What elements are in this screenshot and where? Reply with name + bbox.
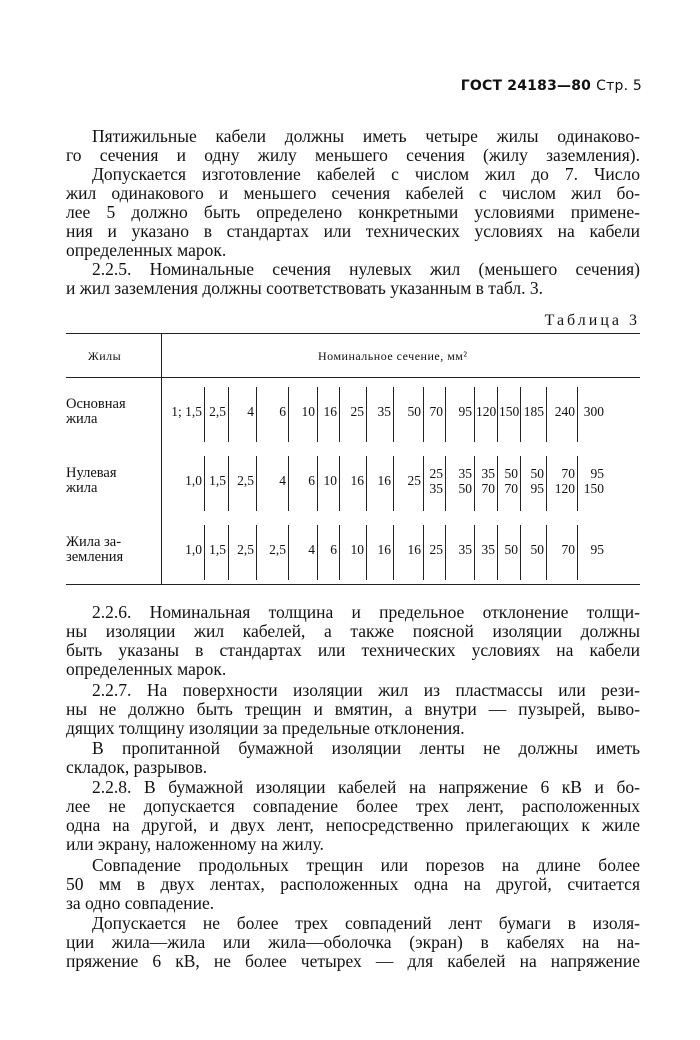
- cell-value: 50: [504, 466, 518, 481]
- row-label: [66, 397, 160, 427]
- cell-divider: [474, 387, 475, 442]
- cell-value: 16: [377, 542, 391, 557]
- cross-section-table: [66, 333, 640, 585]
- cell-value: 300: [583, 404, 604, 419]
- table-cell: [425, 466, 443, 496]
- table-cell: [447, 404, 472, 419]
- column-header-cross-section: Номинальное сечение, мм²: [318, 349, 468, 363]
- cell-value: 50: [504, 542, 518, 557]
- running-header: [461, 78, 642, 94]
- cell-value: 4: [279, 473, 286, 488]
- table-cell: [368, 473, 391, 488]
- cell-value: 6: [279, 404, 286, 419]
- text-line: Допускается не более трех совпадений лент бумаги в изоля-: [92, 913, 640, 933]
- cell-value: 50: [530, 466, 544, 481]
- row-label-line: Жила за-: [66, 534, 122, 550]
- cell-value: 185: [523, 404, 544, 419]
- cell-divider: [256, 525, 257, 580]
- cell-divider: [445, 456, 446, 511]
- table-cell: [579, 404, 604, 419]
- text-line: лее 5 должно быть определено конкретными условиями примене-: [66, 202, 640, 222]
- cell-divider: [317, 456, 318, 511]
- cell-divider: [577, 387, 578, 442]
- table-cell: [499, 542, 518, 557]
- cell-divider: [228, 525, 229, 580]
- table-cell: [206, 473, 226, 488]
- table-cell: [230, 542, 254, 557]
- column-header-cores: Жилы: [88, 349, 122, 363]
- cell-divider: [520, 456, 521, 511]
- cell-divider: [366, 525, 367, 580]
- table-cell: [319, 542, 337, 557]
- row-label-line: земления: [66, 549, 124, 565]
- table-cell: [341, 473, 364, 488]
- cell-divider: [423, 525, 424, 580]
- table-cell: [579, 542, 604, 557]
- cell-value: 1,5: [209, 542, 226, 557]
- text-line: жил одинакового и меньшего сечения кабелей с числом жил бо-: [66, 183, 640, 203]
- table-cell: [319, 404, 337, 419]
- cell-value: 35: [481, 542, 495, 557]
- table-cell: [499, 404, 518, 419]
- cell-divider: [256, 456, 257, 511]
- row-label-line: жила: [66, 480, 98, 496]
- cell-divider: [577, 525, 578, 580]
- cell-divider: [204, 387, 205, 442]
- table-cell: [522, 542, 544, 557]
- cell-value: 10: [301, 404, 315, 419]
- table-header-rule: [66, 377, 640, 378]
- cell-value: 25: [429, 466, 443, 481]
- cell-value: 25: [407, 473, 421, 488]
- paragraph-2-2-7: [66, 681, 640, 738]
- cell-value: 2,5: [269, 542, 286, 557]
- paragraph-five-core-cables: [66, 127, 640, 260]
- text-line: Совпадение продольных трещин или порезов на длине более: [92, 855, 640, 875]
- table-cell: [395, 404, 421, 419]
- cell-divider: [497, 525, 498, 580]
- row-label: [66, 466, 160, 496]
- text-line: В пропитанной бумажной изоляции ленты не должны иметь: [92, 738, 640, 758]
- table-cell: [476, 404, 495, 419]
- cell-divider: [288, 525, 289, 580]
- cell-value: 240: [554, 404, 575, 419]
- table-cell: [368, 542, 391, 557]
- cell-divider: [339, 525, 340, 580]
- text-line: и жил заземления должны соответствовать указанным в табл. 3.: [66, 278, 543, 298]
- cell-value: 95: [590, 466, 604, 481]
- table-cell: [548, 404, 575, 419]
- table-cell: [447, 466, 472, 496]
- text-line: 2.2.5. Номинальные сечения нулевых жил (меньшего сечения): [92, 259, 640, 279]
- cell-value: 2,5: [237, 542, 254, 557]
- cell-value: 16: [377, 473, 391, 488]
- table-cell: [164, 404, 202, 419]
- table-caption: Таблица 3: [544, 312, 640, 329]
- table-cell: [368, 404, 391, 419]
- cell-value: 95: [530, 481, 544, 496]
- table-cell: [164, 473, 202, 488]
- cell-value: 1,0: [185, 542, 202, 557]
- table-cell: [230, 404, 254, 419]
- text-line: ны изоляции жил кабелей, а также поясной изоляции должны: [66, 621, 640, 641]
- cell-value: 1,0: [185, 473, 202, 488]
- cell-value: 150: [499, 404, 520, 419]
- cell-divider: [520, 525, 521, 580]
- table-cell: [258, 473, 286, 488]
- paragraph-paper-insulation: [66, 739, 640, 777]
- cell-value: 35: [429, 481, 443, 496]
- text-line: пряжение 6 кВ, не более четырех — для кабелей на напряжение: [66, 951, 640, 971]
- document-code: ГОСТ 24183—80: [460, 78, 592, 94]
- cell-value: 35: [458, 542, 472, 557]
- text-line: быть указаны в стандартах или технических условиях на кабели: [66, 640, 640, 660]
- table-cell: [447, 542, 472, 557]
- cell-value: 70: [561, 466, 575, 481]
- table-cell: [476, 466, 495, 496]
- cell-divider: [228, 387, 229, 442]
- cell-value: 70: [481, 481, 495, 496]
- cell-divider: [339, 387, 340, 442]
- paragraph-2-2-5: [66, 260, 640, 298]
- cell-value: 10: [350, 542, 364, 557]
- cell-value: 1,5: [209, 473, 226, 488]
- cell-divider: [546, 387, 547, 442]
- cell-value: 6: [330, 542, 337, 557]
- cell-value: 95: [458, 404, 472, 419]
- cell-divider: [393, 525, 394, 580]
- cell-divider: [445, 387, 446, 442]
- table-cell: [425, 542, 443, 557]
- cell-divider: [288, 387, 289, 442]
- table-cell: [206, 404, 226, 419]
- row-label-line: Основная: [66, 396, 126, 412]
- text-line: или экрану, наложенному на жилу.: [66, 834, 324, 854]
- text-line: ния и указано в стандартах или технических условиях на кабели: [66, 221, 640, 241]
- table-label-divider: [161, 333, 162, 585]
- cell-divider: [546, 525, 547, 580]
- cell-value: 16: [323, 404, 337, 419]
- paragraph-coincidences: [66, 914, 640, 971]
- cell-divider: [393, 456, 394, 511]
- row-label: [66, 535, 160, 565]
- cell-value: 16: [350, 473, 364, 488]
- paragraph-longitudinal-cracks: [66, 856, 640, 913]
- cell-value: 2,5: [237, 473, 254, 488]
- cell-divider: [204, 525, 205, 580]
- cell-value: 50: [458, 481, 472, 496]
- cell-value: 50: [530, 542, 544, 557]
- text-line: дящих толщину изоляции за предельные отклонения.: [66, 718, 465, 738]
- cell-divider: [497, 387, 498, 442]
- text-line: Пятижильные кабели должны иметь четыре жилы одинаково-: [92, 126, 640, 146]
- cell-divider: [577, 456, 578, 511]
- cell-value: 35: [481, 466, 495, 481]
- table-cell: [164, 542, 202, 557]
- table-cell: [206, 542, 226, 557]
- text-line: одна на другой, и двух лент, непосредственно прилегающих к жиле: [66, 815, 640, 835]
- paragraph-2-2-8: [66, 778, 640, 854]
- table-cell: [395, 473, 421, 488]
- table-cell: [548, 542, 575, 557]
- table-top-rule: [66, 333, 640, 334]
- table-cell: [499, 466, 518, 496]
- table-bottom-rule: [66, 584, 640, 585]
- cell-value: 95: [590, 542, 604, 557]
- cell-value: 16: [407, 542, 421, 557]
- cell-value: 35: [458, 466, 472, 481]
- table-cell: [319, 473, 337, 488]
- cell-divider: [393, 387, 394, 442]
- row-label-line: жила: [66, 411, 98, 427]
- table-cell: [341, 404, 364, 419]
- cell-divider: [204, 456, 205, 511]
- cell-value: 150: [583, 481, 604, 496]
- table-cell: [522, 404, 544, 419]
- cell-value: 4: [308, 542, 315, 557]
- cell-divider: [474, 456, 475, 511]
- table-cell: [230, 473, 254, 488]
- page-number: Стр. 5: [596, 78, 642, 94]
- text-line: го сечения и одну жилу меньшего сечения (жилу заземления).: [66, 145, 640, 165]
- text-line: ны не должно быть трещин и вмятин, а внутри — пузырей, выво-: [66, 699, 640, 719]
- row-label-line: Нулевая: [66, 465, 117, 481]
- cell-value: 70: [561, 542, 575, 557]
- cell-divider: [366, 387, 367, 442]
- cell-value: 2,5: [209, 404, 226, 419]
- cell-value: 70: [504, 481, 518, 496]
- cell-divider: [445, 525, 446, 580]
- table-cell: [258, 404, 286, 419]
- cell-divider: [520, 387, 521, 442]
- text-line: определенных марок.: [66, 240, 227, 260]
- cell-divider: [317, 525, 318, 580]
- table-cell: [290, 404, 315, 419]
- text-line: 50 мм в двух лентах, расположенных одна на другой, считается: [66, 874, 640, 894]
- text-line: Допускается изготовление кабелей с числом жил до 7. Число: [92, 164, 640, 184]
- text-line: определенных марок.: [66, 659, 227, 679]
- table-cell: [522, 466, 544, 496]
- cell-value: 120: [554, 481, 575, 496]
- cell-value: 25: [350, 404, 364, 419]
- cell-value: 25: [429, 542, 443, 557]
- cell-value: 50: [407, 404, 421, 419]
- table-cell: [395, 542, 421, 557]
- cell-divider: [546, 456, 547, 511]
- cell-divider: [474, 525, 475, 580]
- table-cell: [476, 542, 495, 557]
- text-line: 2.2.6. Номинальная толщина и предельное отклонение толщи-: [92, 602, 640, 622]
- cell-divider: [339, 456, 340, 511]
- text-line: 2.2.8. В бумажной изоляции кабелей на напряжение 6 кВ и бо-: [92, 777, 640, 797]
- cell-value: 10: [323, 473, 337, 488]
- text-line: лее не допускается совпадение более трех лент, расположенных: [66, 796, 640, 816]
- text-line: за одно совпадение.: [66, 893, 215, 913]
- cell-value: 35: [377, 404, 391, 419]
- text-line: 2.2.7. На поверхности изоляции жил из пластмассы или рези-: [92, 680, 640, 700]
- table-cell: [290, 473, 315, 488]
- text-line: складок, разрывов.: [66, 757, 208, 777]
- cell-divider: [423, 387, 424, 442]
- table-cell: [258, 542, 286, 557]
- cell-divider: [423, 456, 424, 511]
- cell-divider: [288, 456, 289, 511]
- table-cell: [579, 466, 604, 496]
- cell-value: 120: [476, 404, 497, 419]
- cell-divider: [497, 456, 498, 511]
- paragraph-2-2-6: [66, 603, 640, 679]
- cell-value: 6: [308, 473, 315, 488]
- table-cell: [290, 542, 315, 557]
- table-cell: [548, 466, 575, 496]
- cell-divider: [228, 456, 229, 511]
- table-cell: [341, 542, 364, 557]
- text-line: ции жила—жила или жила—оболочка (экран) в кабелях на на-: [66, 932, 640, 952]
- cell-value: 1; 1,5: [171, 404, 202, 419]
- cell-divider: [366, 456, 367, 511]
- cell-value: 70: [429, 404, 443, 419]
- table-cell: [425, 404, 443, 419]
- cell-divider: [317, 387, 318, 442]
- cell-divider: [256, 387, 257, 442]
- cell-value: 4: [247, 404, 254, 419]
